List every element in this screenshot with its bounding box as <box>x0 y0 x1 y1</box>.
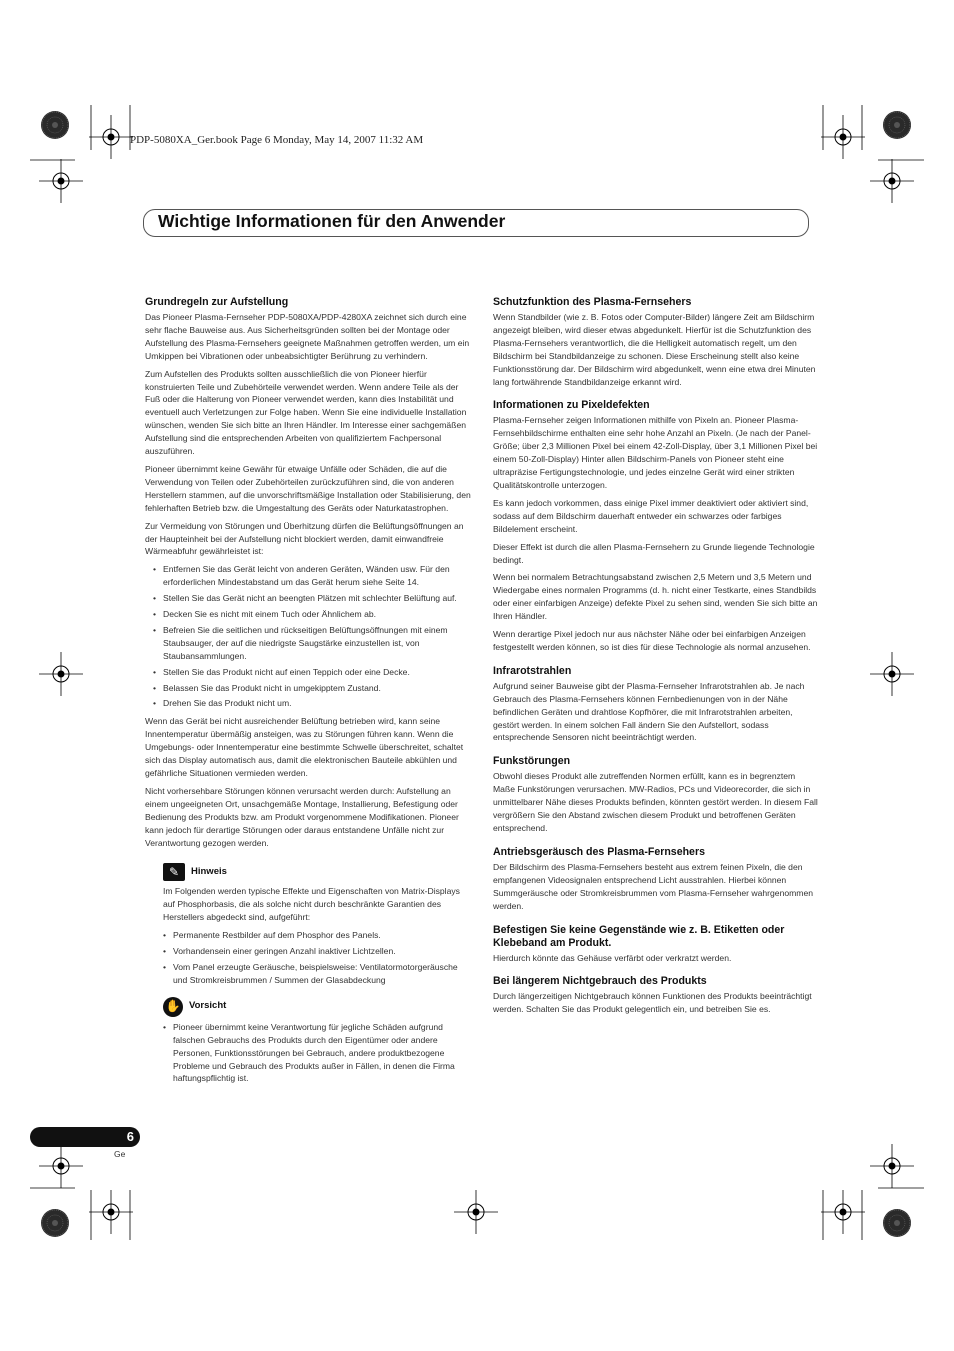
paragraph: Es kann jedoch vorkommen, dass einige Pixel immer deaktiviert oder aktiviert sind, sodass auf dem Bildschirm dauerhaft entweder ein schwarzes oder farbiges Bildelement erscheint. <box>493 497 809 534</box>
list-item-text: Permanente Restbilder auf dem Phosphor des Panels. <box>173 930 381 941</box>
section-pixel-defects <box>493 399 819 653</box>
section-no-stickers <box>493 924 819 965</box>
list-item <box>145 592 471 605</box>
page-language: Ge <box>114 1149 126 1159</box>
section-title: Funkstörungen <box>493 755 571 768</box>
list-item <box>145 624 471 663</box>
list-item <box>145 682 471 695</box>
note-label: Hinweis <box>191 865 227 877</box>
list-item <box>163 1021 471 1086</box>
paragraph: Plasma-Fernseher zeigen Informationen mithilfe von Pixeln an. Pioneer Plasma-Fernsehbildschirme enthalten eine sehr hohe Anzahl an Pixeln. (Je nach der Panel-Größe; über 2,3 Millionen Pixel bei einem 42-Zoll-Display, über 3,1 Millionen Pixel bei einem 50-Zoll-Display) Hinter allen Bildschirm-Panels von Pioneer steht eine ultrapräzise Fertigungstechnologie, und jedes einzelne Gerät wird einer strikten Qualitätskontrolle unterzogen. <box>493 415 818 490</box>
bullet: • <box>163 1021 167 1032</box>
list-item <box>145 563 471 589</box>
paragraph: Wenn Standbilder (wie z. B. Fotos oder Computer-Bilder) längere Zeit am Bildschirm angezeigt bleiben, wird dieser etwas abgedunkelt. Hierfür ist die Schutzfunktion des Plasma-Fernsehers verantwortlich, die die Helligkeit automatisch regelt, um den Bildschirm bei Standbildanzeige zu schonen. Diese Erscheinung stellt also keine Funktionsstörung dar. Der Bildschirm wird abgedunkelt, wenn eine etwa drei Minuten lang fortwährende Standbildanzeige erkannt wird. <box>493 312 816 387</box>
hinweis-note <box>163 863 471 986</box>
paragraph: Der Bildschirm des Plasma-Fernsehers besteht aus extrem feinen Pixeln, die den empfangenen Videosignalen entsprechend Licht ausstrahlen. Hierbei können Summgeräusche oder Stromkreisbrummen vom Plasma-Fernseher wahrgenommen werden. <box>493 861 813 911</box>
section-installation <box>145 296 471 849</box>
paragraph: Nicht vorhersehbare Störungen können verursacht werden durch: Aufstellung an einem ungeeigneten Ort, unsachgemäße Montage, Installierung, Befestigung oder Bedienung des Produkts bzw. am Produkt vorgenommene Modifikationen. Pioneer kann jedoch für derartige Störungen oder daraus entstandene Unfälle nicht zur Verantwortung gezogen werden. <box>145 785 459 848</box>
list-item-text: Decken Sie es nicht mit einem Tuch oder Ähnlichem ab. <box>163 609 377 620</box>
bullet-list <box>163 929 471 987</box>
bullet: • <box>153 682 157 693</box>
section-title: Informationen zu Pixeldefekten <box>493 399 650 412</box>
bullet: • <box>153 666 157 677</box>
paragraph: Zum Aufstellen des Produkts sollten ausschließlich die von Pioneer hierfür konstruierten Teile und Zubehörteile verwendet werden. Wenn andere Teile als der Fuß oder die Halterung von Pioneer verwendet werden, kann dies Instabilität und eventuell auch Verletzungen zur Folge haben. Wenn Sie eine individuelle Installation wünschen, wenden Sie sich bitte an Ihren Händler. Im Interesse einer sachgemäßen Aufstellung sind die entsprechenden Arbeiten von qualifiziertem Fachpersonal auszuführen. <box>145 368 467 457</box>
caution-hand-icon: ✋ <box>163 997 183 1017</box>
list-item-text: Stellen Sie das Produkt nicht auf einen Teppich oder eine Decke. <box>163 666 410 677</box>
bullet: • <box>153 593 157 604</box>
paragraph: Dieser Effekt ist durch die allen Plasma-Fernsehern zu Grunde liegende Technologie bedingt. <box>493 541 815 565</box>
list-item-text: Pioneer übernimmt keine Verantwortung für jegliche Schäden aufgrund falschen Gebrauchs des Produkts durch den Eigentümer oder andere Personen, Funktionsstörungen bei Gebrauch, andere produktbezogene Probleme und Gebrauch des Produkts außer in Fällen, in denen die Firma haftungspflichtig ist. <box>173 1021 455 1084</box>
paragraph: Zur Vermeidung von Störungen und Überhitzung dürfen die Belüftungsöffnungen an der Haupteinheit bei der Aufstellung nicht blockiert werden, damit einwandfreie Wärmeabfuhr gewährleistet ist: <box>145 520 464 557</box>
vorsicht-note <box>163 997 471 1086</box>
paragraph: Hierdurch könnte das Gehäuse verfärbt oder verkratzt werden. <box>493 952 732 963</box>
right-column <box>493 296 819 1027</box>
bullet-list <box>163 1021 471 1086</box>
paragraph: Pioneer übernimmt keine Gewähr für etwaige Unfälle oder Schäden, die auf die Verwendung von Teilen oder Zubehörteilen zurückzuführen sind, die von anderen Herstellern stammen, auf die unvorschriftsmäßige Installation oder Stabilisierung, den fehlerhaften Betrieb bzw. die Umgestaltung des Geräts oder Naturkatastrophen. <box>145 463 471 513</box>
paragraph: Im Folgenden werden typische Effekte und Eigenschaften von Matrix-Displays auf Phosphorbasis, die als solche nicht durch beschränkte Garantien des Herstellers abgedeckt sind, aufgeführt: <box>163 886 460 923</box>
paragraph: Wenn derartige Pixel jedoch nur aus nächster Nähe oder bei einfarbigen Anzeigen festgestellt werden können, so ist dies für diese Technologie als normal anzusehen. <box>493 629 811 652</box>
page-title: Wichtige Informationen für den Anwender <box>158 211 506 231</box>
bullet: • <box>153 609 157 620</box>
list-item <box>163 945 471 958</box>
section-title: Infrarotstrahlen <box>493 664 572 677</box>
list-item <box>163 961 471 987</box>
note-label: Vorsicht <box>189 1000 227 1012</box>
paragraph: Obwohl dieses Produkt alle zutreffenden Normen erfüllt, kann es in begrenztem Maße Funkstörungen verursachen. MW-Radios, PCs und Videorecorder, die sich in unmittelbarer Nähe dieses Produkts befinden, könnten gestört werden. In diesem Fall vergrößern Sie den Abstand zwischen diesem Produkt und betroffenen Geräten entsprechend. <box>493 771 818 833</box>
section-drive-noise <box>493 846 819 913</box>
paragraph: Aufgrund seiner Bauweise gibt der Plasma-Fernseher Infrarotstrahlen ab. Je nach Gebrauch des Plasma-Fernsehers können Fernbedienungen von in der Nähe befindlichen Geräten und drahtlose Kopfhörer, die mit Infrarotstrahlen arbeiten, gestört werden. In einem solchen Fall ändern Sie den Aufstellort, sodass entsprechende Sensoren nicht beeinträchtigt werden. <box>493 680 805 743</box>
paragraph: Das Pioneer Plasma-Fernseher PDP-5080XA/PDP-4280XA zeichnet sich durch eine sehr flache Bauweise aus. Aus Sicherheitsgründen sollten bei der Montage oder Aufstellung des Plasma-Fernsehers geeignete Maßnahmen getroffen werden, um ein Umkippen bei Vibrationen oder unbeabsichtigter Berührung zu verhindern. <box>145 312 470 361</box>
list-item-text: Belassen Sie das Produkt nicht in umgekipptem Zustand. <box>163 682 381 693</box>
section-title: Grundregeln zur Aufstellung <box>145 296 289 308</box>
bullet: • <box>163 961 167 972</box>
page-number: 6 <box>126 1129 134 1144</box>
section-title: Befestigen Sie keine Gegenstände wie z. B. Etiketten oder Klebeband am Produkt. <box>493 923 785 949</box>
paragraph: Durch längerzeitigen Nichtgebrauch können Funktionen des Produkts beeinträchtigt werden. Schalten Sie das Produkt gelegentlich ein, und betreiben Sie es. <box>493 991 812 1015</box>
bullet: • <box>153 698 157 709</box>
paragraph: Wenn bei normalem Betrachtungsabstand zwischen 2,5 Metern und 3,5 Metern und Wiedergabe eines normalen Programms (d. h. nicht einer Testkarte, eines Standbilds oder einer einfarbigen Anzeige) defekte Pixel zu sehen sind, wenden Sie sich bitte an Ihren Händler. <box>493 572 818 622</box>
list-item <box>145 697 471 710</box>
list-item-text: Stellen Sie das Gerät nicht an beengten Plätzen mit schlechter Belüftung auf. <box>163 593 457 604</box>
list-item-text: Drehen Sie das Produkt nicht um. <box>163 698 292 709</box>
list-item <box>145 666 471 679</box>
bullet: • <box>163 946 167 957</box>
section-radio-interference <box>493 755 819 835</box>
list-item-text: Vom Panel erzeugte Geräusche, beispielsweise: Ventilatormotorgeräusche und Stromkreisbrummen / Summen der Glasabdeckung <box>173 961 458 985</box>
section-title: Schutzfunktion des Plasma-Fernsehers <box>493 296 692 308</box>
section-long-nonuse <box>493 975 819 1016</box>
section-protection <box>493 296 819 388</box>
list-item <box>145 608 471 621</box>
section-title: Bei längerem Nichtgebrauch des Produkts <box>493 975 707 988</box>
pencil-note-icon: ✎ <box>163 863 185 881</box>
list-item-text: Vorhandensein einer geringen Anzahl inaktiver Lichtzellen. <box>173 946 396 957</box>
title-bar <box>143 209 809 237</box>
section-infrared <box>493 665 819 745</box>
left-column <box>145 296 471 1090</box>
bullet: • <box>163 930 167 941</box>
list-item-text: Entfernen Sie das Gerät leicht von anderen Geräten, Wänden usw. Für den erforderlichen Mindestabstand um das Gerät herum siehe Seite 14. <box>163 564 450 588</box>
list-item <box>163 929 471 942</box>
paragraph: Wenn das Gerät bei nicht ausreichender Belüftung betrieben wird, kann seine Innentemperatur übermäßig ansteigen, was zu Störungen führen kann. Wenn die Umgebungs- oder Innentemperatur eine bestimmte Schwelle überschreitet, schaltet sich das Display automatisch aus, damit die elektronischen Bauteile abkühlen und gefährliche Situationen vermieden werden. <box>145 716 464 778</box>
section-title: Antriebsgeräusch des Plasma-Fernsehers <box>493 845 705 858</box>
bullet: • <box>153 624 157 635</box>
list-item-text: Befreien Sie die seitlichen und rückseitigen Belüftungsöffnungen mit einem Staubsauger, der auf die niedrigste Saugstärke einzustellen ist, von Staubansammlungen. <box>163 624 448 661</box>
bullet: • <box>153 564 157 575</box>
bullet-list <box>145 563 471 710</box>
print-header: PDP-5080XA_Ger.book Page 6 Monday, May 14, 2007 11:32 AM <box>130 134 424 146</box>
